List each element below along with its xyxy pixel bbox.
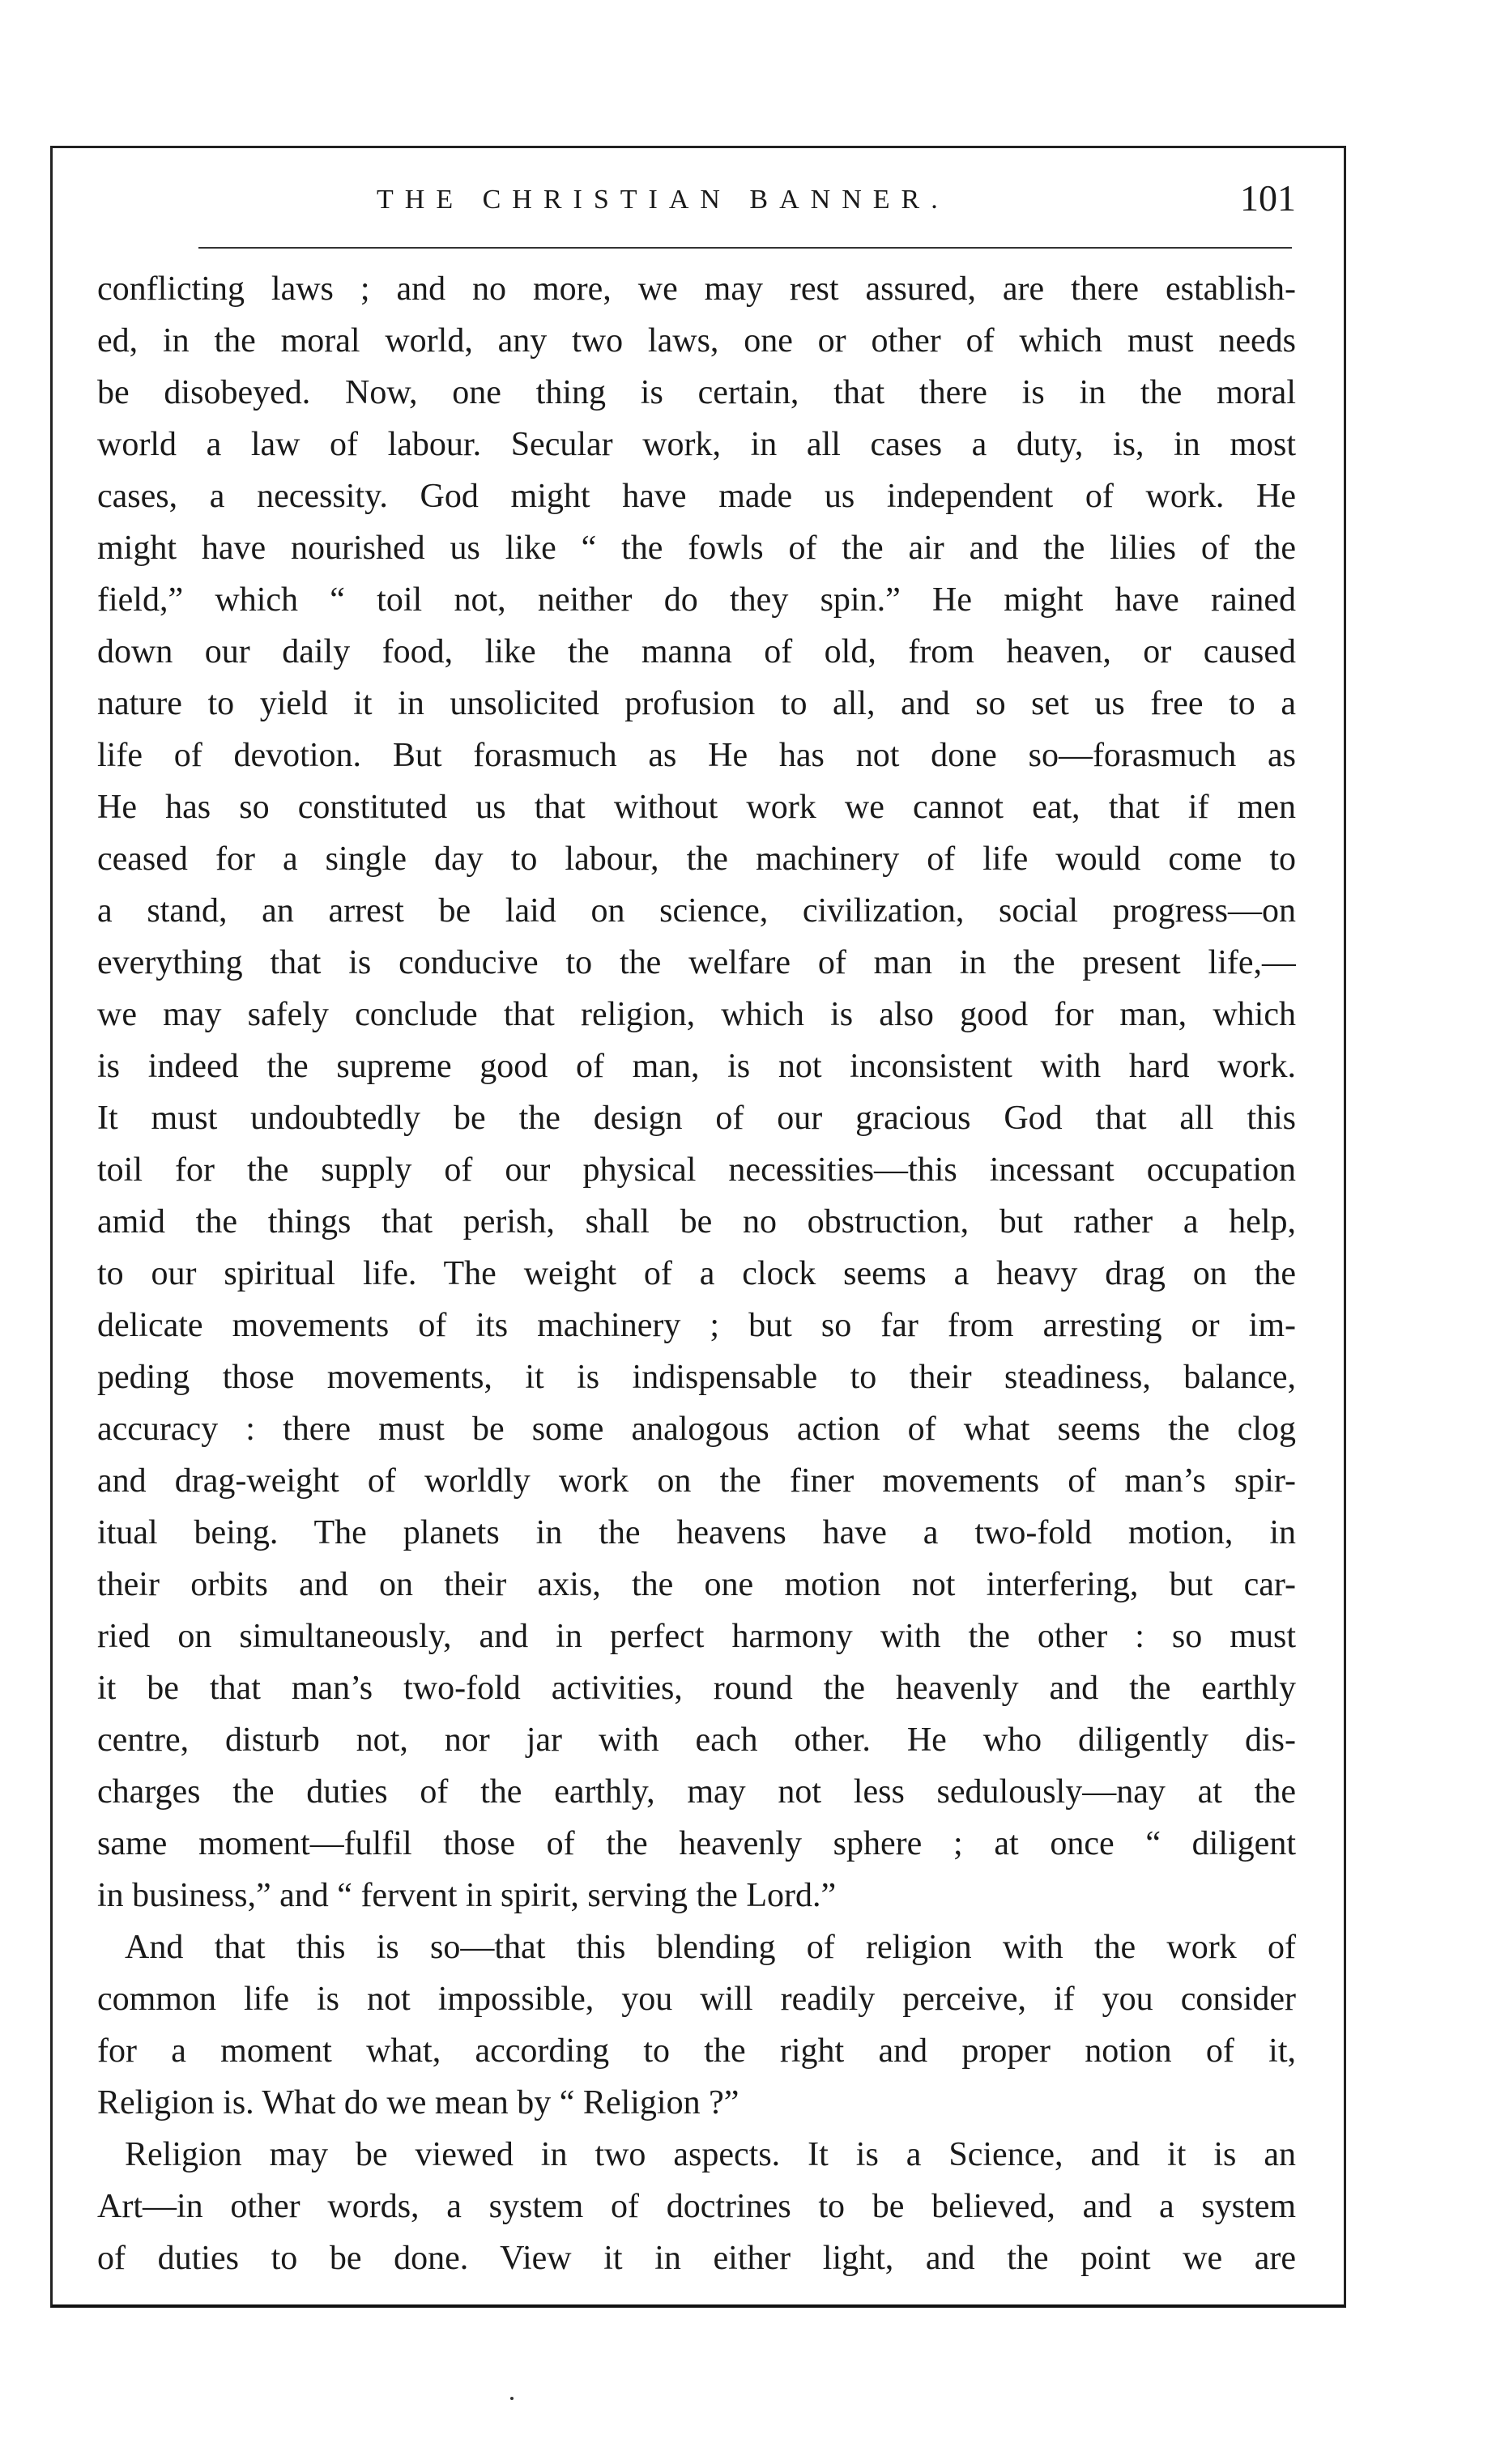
paragraph-1 — [97, 263, 1296, 1921]
text-line: Religion is. What do we mean by “ Religion ?” — [97, 2084, 739, 2121]
text-line: He has so constituted us that without work we cannot eat, that if men — [97, 789, 1296, 826]
text-line: And that this is so—that this blending of religion with the work of — [125, 1929, 1296, 1966]
text-line: nature to yield it in unsolicited profusion to all, and so set us free to a — [97, 685, 1296, 722]
text-line: it be that man’s two-fold activities, round the heavenly and the earthly — [97, 1670, 1296, 1707]
text-line: Art—in other words, a system of doctrines to be believed, and a system — [97, 2188, 1296, 2225]
header-rule — [198, 247, 1292, 249]
text-line: ried on simultaneously, and in perfect harmony with the other : so must — [97, 1618, 1296, 1655]
paragraph-2 — [97, 1921, 1296, 2129]
text-line: we may safely conclude that religion, which is also good for man, which — [97, 996, 1296, 1033]
text-line: a stand, an arrest be laid on science, civilization, social progress—on — [97, 892, 1296, 930]
text-line: It must undoubtedly be the design of our gracious God that all this — [97, 1100, 1296, 1137]
text-line: life of devotion. But forasmuch as He has not done so—forasmuch as — [97, 737, 1296, 774]
text-line: might have nourished us like “ the fowls of the air and the lilies of the — [97, 530, 1296, 567]
text-line: centre, disturb not, nor jar with each other. He who diligently dis- — [97, 1721, 1296, 1759]
paragraph-3 — [97, 2129, 1296, 2284]
text-line: amid the things that perish, shall be no obstruction, but rather a help, — [97, 1203, 1296, 1241]
text-line: be disobeyed. Now, one thing is certain, that there is in the moral — [97, 374, 1296, 411]
page-number: 101 — [1240, 177, 1296, 219]
text-line: itual being. The planets in the heavens have a two-fold motion, in — [97, 1514, 1296, 1551]
text-line: Religion may be viewed in two aspects. It is a Science, and it is an — [125, 2136, 1296, 2173]
text-line: in business,” and “ fervent in spirit, serving the Lord.” — [97, 1877, 837, 1914]
text-line: toil for the supply of our physical necessities—this incessant occupation — [97, 1151, 1296, 1189]
text-line: is indeed the supreme good of man, is not inconsistent with hard work. — [97, 1048, 1296, 1085]
text-line: down our daily food, like the manna of old, from heaven, or caused — [97, 633, 1296, 670]
text-line: common life is not impossible, you will readily perceive, if you consider — [97, 1981, 1296, 2018]
text-line: conflicting laws ; and no more, we may rest assured, are there establish- — [97, 270, 1296, 308]
text-line: same moment—fulfil those of the heavenly sphere ; at once “ diligent — [97, 1825, 1296, 1862]
text-line: peding those movements, it is indispensable to their steadiness, balance, — [97, 1359, 1296, 1396]
body-text — [97, 263, 1296, 2284]
text-line: charges the duties of the earthly, may not less sedulously—nay at the — [97, 1773, 1296, 1811]
text-line: ed, in the moral world, any two laws, one or other of which must needs — [97, 322, 1296, 360]
running-head — [97, 177, 1296, 225]
text-line: ceased for a single day to labour, the machinery of life would come to — [97, 840, 1296, 878]
text-line: field,” which “ toil not, neither do they spin.” He might have rained — [97, 581, 1296, 619]
print-speck — [510, 2397, 514, 2400]
text-line: their orbits and on their axis, the one motion not interfering, but car- — [97, 1566, 1296, 1603]
text-line: to our spiritual life. The weight of a clock seems a heavy drag on the — [97, 1255, 1296, 1292]
text-line: of duties to be done. View it in either light, and the point we are — [97, 2240, 1296, 2277]
text-line: delicate movements of its machinery ; but so far from arresting or im- — [97, 1307, 1296, 1344]
text-line: cases, a necessity. God might have made us independent of work. He — [97, 478, 1296, 515]
text-line: accuracy : there must be some analogous action of what seems the clog — [97, 1411, 1296, 1448]
text-line: everything that is conducive to the welfare of man in the present life,— — [97, 944, 1296, 981]
text-line: for a moment what, according to the right and proper notion of it, — [97, 2032, 1296, 2070]
text-line: world a law of labour. Secular work, in all cases a duty, is, in most — [97, 426, 1296, 463]
text-line: and drag-weight of worldly work on the finer movements of man’s spir- — [97, 1462, 1296, 1500]
running-title: THE CHRISTIAN BANNER. — [377, 185, 949, 215]
